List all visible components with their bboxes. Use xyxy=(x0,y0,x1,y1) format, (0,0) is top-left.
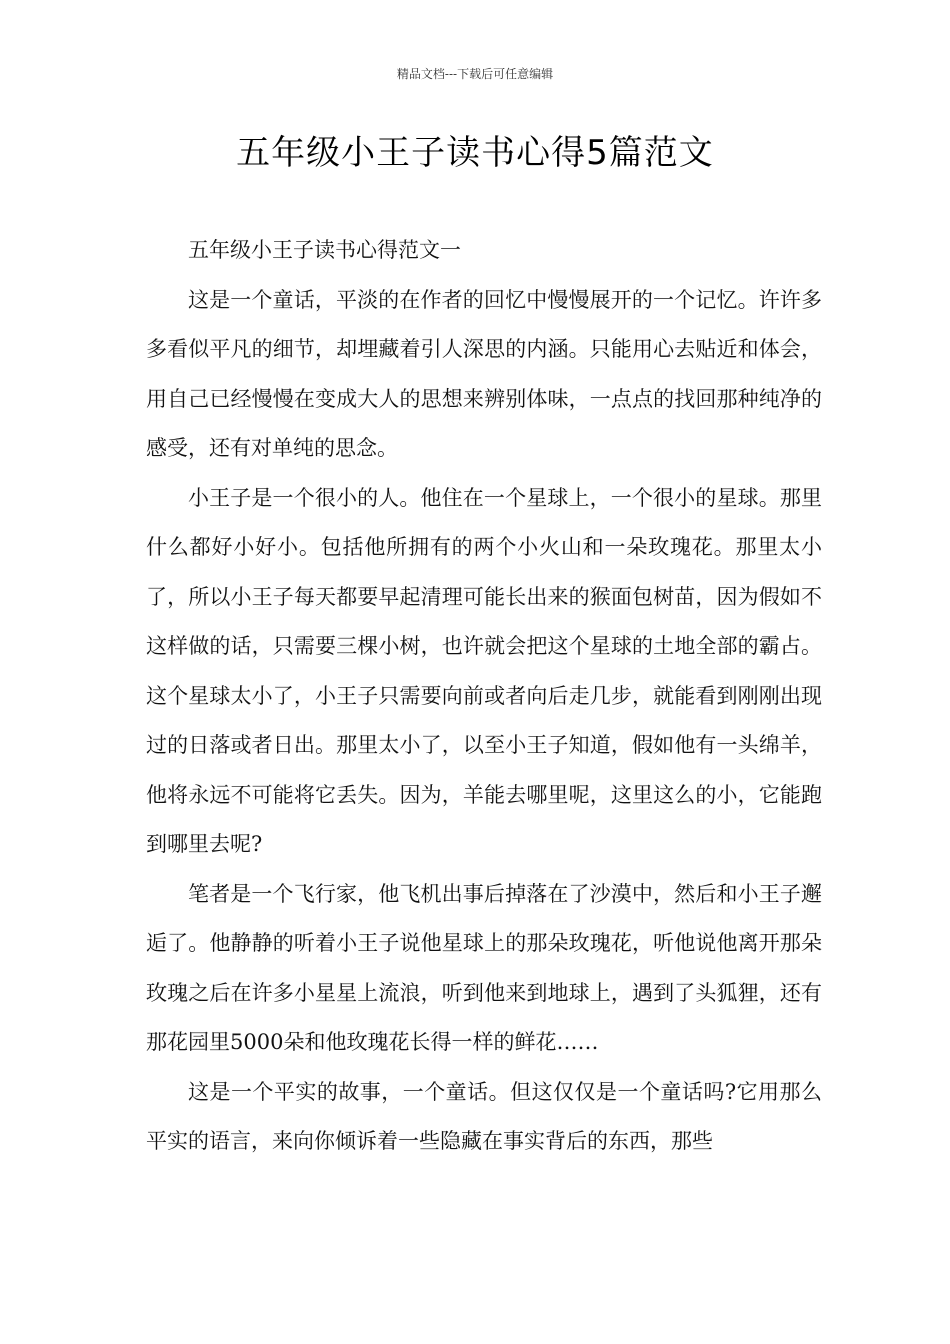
paragraph-1: 这是一个童话，平淡的在作者的回忆中慢慢展开的一个记忆。许许多多看似平凡的细节，却埋藏着引人深思的内涵。只能用心去贴近和体会，用自己已经慢慢在变成大人的思想来辨别体味，一点点的找回那种纯净的感受，还有对单纯的思念。 xyxy=(146,287,822,460)
paragraph-3: 笔者是一个飞行家，他飞机出事后掉落在了沙漠中，然后和小王子邂逅了。他静静的听着小王子说他星球上的那朵玫瑰花，听他说他离开那朵玫瑰之后在许多小星星上流浪，听到他来到地球上，遇到了头狐狸，还有那花园里5000朵和他玫瑰花长得一样的鲜花…… xyxy=(146,881,822,1054)
paragraph-2: 小王子是一个很小的人。他住在一个星球上，一个很小的星球。那里什么都好小好小。包括他所拥有的两个小火山和一朵玫瑰花。那里太小了，所以小王子每天都要早起清理可能长出来的猴面包树苗，因为假如不这样做的话，只需要三棵小树，也许就会把这个星球的土地全部的霸占。这个星球太小了，小王子只需要向前或者向后走几步，就能看到刚刚出现过的日落或者日出。那里太小了，以至小王子知道，假如他有一头绵羊，他将永远不可能将它丢失。因为，羊能去哪里呢，这里这么的小，它能跑到哪里去呢? xyxy=(146,485,822,856)
document-title: 五年级小王子读书心得5篇范文 xyxy=(236,133,714,173)
paragraph-4: 这是一个平实的故事，一个童话。但这仅仅是一个童话吗?它用那么平实的语言，来向你倾诉着一些隐藏在事实背后的东西，那些 xyxy=(146,1079,822,1153)
header-note: 精品文档---下载后可任意编辑 xyxy=(396,67,554,81)
section-heading: 五年级小王子读书心得范文一 xyxy=(188,238,461,262)
document-body xyxy=(146,226,822,1167)
